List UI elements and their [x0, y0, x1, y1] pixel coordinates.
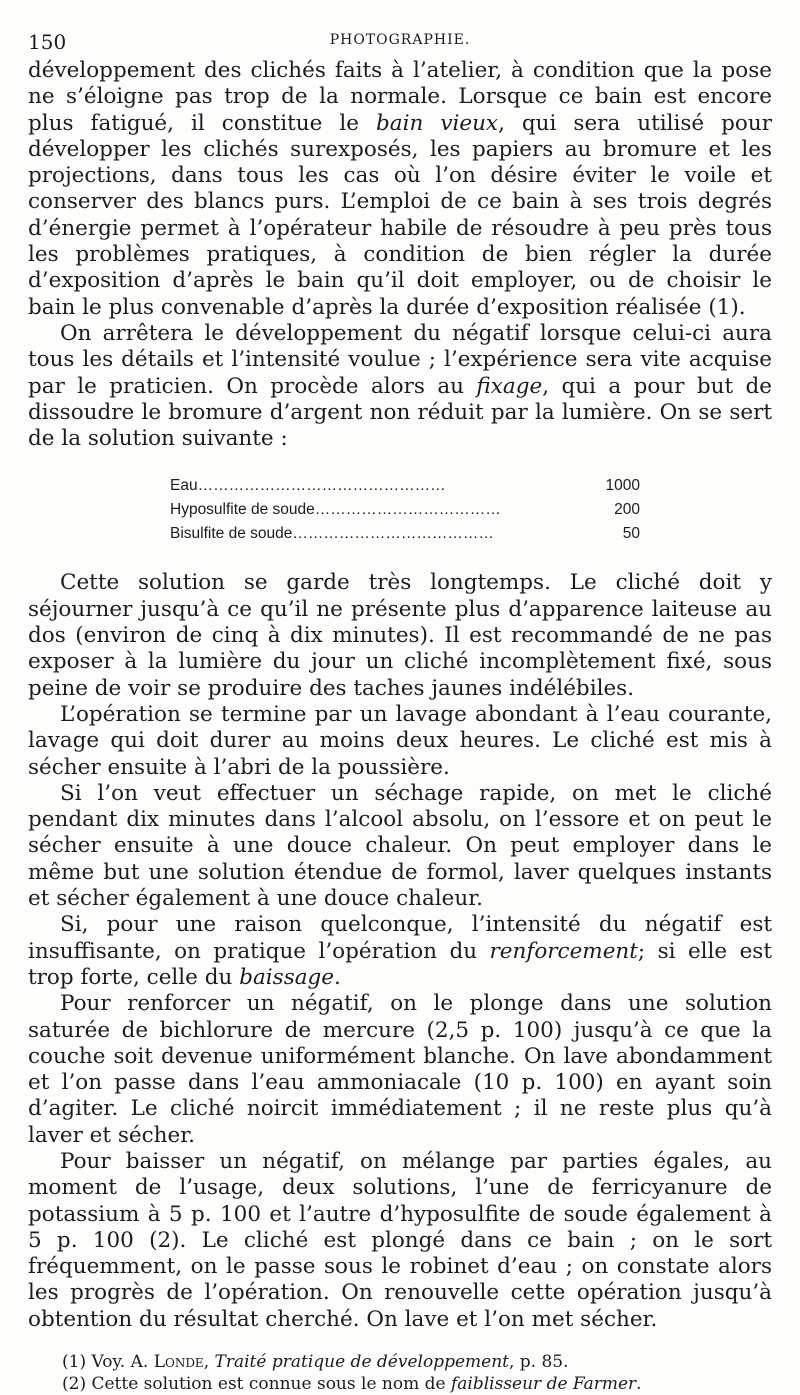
text-run: (1) Voy. A. — [62, 1352, 154, 1373]
running-title: PHOTOGRAPHIE. — [329, 32, 471, 48]
paragraph-bain-vieux — [28, 58, 772, 321]
italic-term-faiblisseur: faiblisseur de Farmer — [450, 1374, 637, 1395]
text-run: développement des clichés faits à l’atelier, à condition que la pose ne s’éloigne pas trop de la normale. Lorsque ce bain est encore plus fatigué, il constitue le — [28, 58, 772, 136]
text-run: , qui sera utilisé pour développer les clichés surexposés, les papiers au bromure et les projections, dans tous les cas où l’on désire éviter le voile et conserver des blancs purs. L’emploi de ce bain à ses trois degrés d’énergie permet à l’opérateur habile de résoudre à peu près tous les problèmes pratiques, à condition de bien régler la durée d’exposition d’après le bain qu’il doit employer, ou de choisir le bain le plus convenable d’après la durée d’exposition réalisée (1). — [28, 110, 773, 320]
formula-row — [170, 474, 640, 498]
text-run: (2) Cette solution est connue sous le nom de — [62, 1374, 451, 1395]
formula-row — [170, 498, 640, 522]
text-run: , p. 85. — [508, 1352, 569, 1373]
footnote-book-title: Traité pratique de développement — [214, 1352, 509, 1373]
italic-term-bain-vieux: bain vieux — [376, 110, 499, 136]
paragraph-reducing: Pour baisser un négatif, on mélange par parties égales, au moment de l’usage, deux solutions, l’une de ferricyanure de potassium à 5 p. 100 et l’autre d’hyposulfite de soude également à 5 p. 100 (2). Le cliché est plongé dans ce bain ; on le sort fréquemment, on le passe sous le robinet d’eau ; on constate alors les progrès de l’opération. On renouvelle cette opération jusqu’à obtention du résultat cherché. On lave et l’on met sécher. — [28, 1148, 772, 1332]
page-number: 150 — [28, 30, 67, 54]
book-page — [28, 24, 772, 1395]
paragraph-rapid-drying: Si l’on veut effectuer un séchage rapide, on met le cliché pendant dix minutes dans l’alcool absolu, on l’essore et on peut le sécher ensuite à une douce chaleur. On peut employer dans le même but une solution étendue de formol, laver quelques instants et sécher également à une douce chaleur. — [28, 780, 772, 912]
ingredient-quantity: 200 — [614, 501, 640, 519]
formula-row — [170, 522, 640, 546]
paragraph-reinforcing: Pour renforcer un négatif, on le plonge dans une solution saturée de bichlorure de mercure (2,5 p. 100) jusqu’à ce que la couche soit devenue uniformément blanche. On lave abondamment et l’on passe dans l’eau ammoniacale (10 p. 100) en ayant soin d’agiter. Le cliché noircit immédiatement ; il ne reste plus qu’à laver et sécher. — [28, 991, 772, 1148]
italic-term-renforcement: renforcement — [489, 938, 638, 964]
ingredient-quantity: 1000 — [605, 477, 640, 495]
footnote-2 — [62, 1373, 772, 1395]
paragraph-solution-keeping: Cette solution se garde très longtemps. Le cliché doit y séjourner jusqu’à ce qu’il ne présente plus d’apparence laiteuse au dos (environ de cinq à dix minutes). Il est recommandé de ne pas exposer à la lumière du jour un cliché incomplètement fixé, sous peine de voir se produire des taches jaunes indélébiles. — [28, 570, 772, 701]
body-text — [28, 58, 772, 1333]
fixing-solution-formula — [170, 474, 640, 546]
text-run: . — [334, 964, 341, 990]
ingredient-name: Bisulfite de soude………………………………… — [170, 525, 494, 543]
page-header — [28, 24, 772, 58]
italic-term-fixage: fixage — [476, 373, 543, 399]
footnotes — [28, 1351, 772, 1395]
footnote-author: Londe — [153, 1352, 204, 1373]
text-run: ; si elle est trop forte, celle du — [28, 938, 772, 990]
paragraph-intensity — [28, 912, 772, 991]
paragraph-fixage — [28, 321, 772, 452]
ingredient-name: Hyposulfite de soude……………………………… — [170, 501, 501, 519]
text-run: On arrêtera le développement du négatif lorsque celui-ci aura tous les détails et l’intensité voulue ; l’expérience sera vite acquise par le praticien. On procède alors au — [28, 320, 772, 399]
italic-term-baissage: baissage — [239, 964, 335, 990]
text-run: Si, pour une raison quelconque, l’intensité du négatif est insuffisante, on pratique l’opération du — [28, 912, 772, 964]
ingredient-quantity: 50 — [622, 525, 640, 543]
text-run: , qui a pour but de dissoudre le bromure d’argent non réduit par la lumière. On se sert de la solution suivante : — [28, 373, 772, 452]
paragraph-washing: L’opération se termine par un lavage abondant à l’eau courante, lavage qui doit durer au moins deux heures. Le cliché est mis à sécher ensuite à l’abri de la poussière. — [28, 701, 772, 780]
text-run: , — [203, 1352, 215, 1373]
footnote-1 — [62, 1351, 772, 1373]
text-run: . — [636, 1374, 642, 1395]
ingredient-name: Eau………………………………………… — [170, 477, 446, 495]
